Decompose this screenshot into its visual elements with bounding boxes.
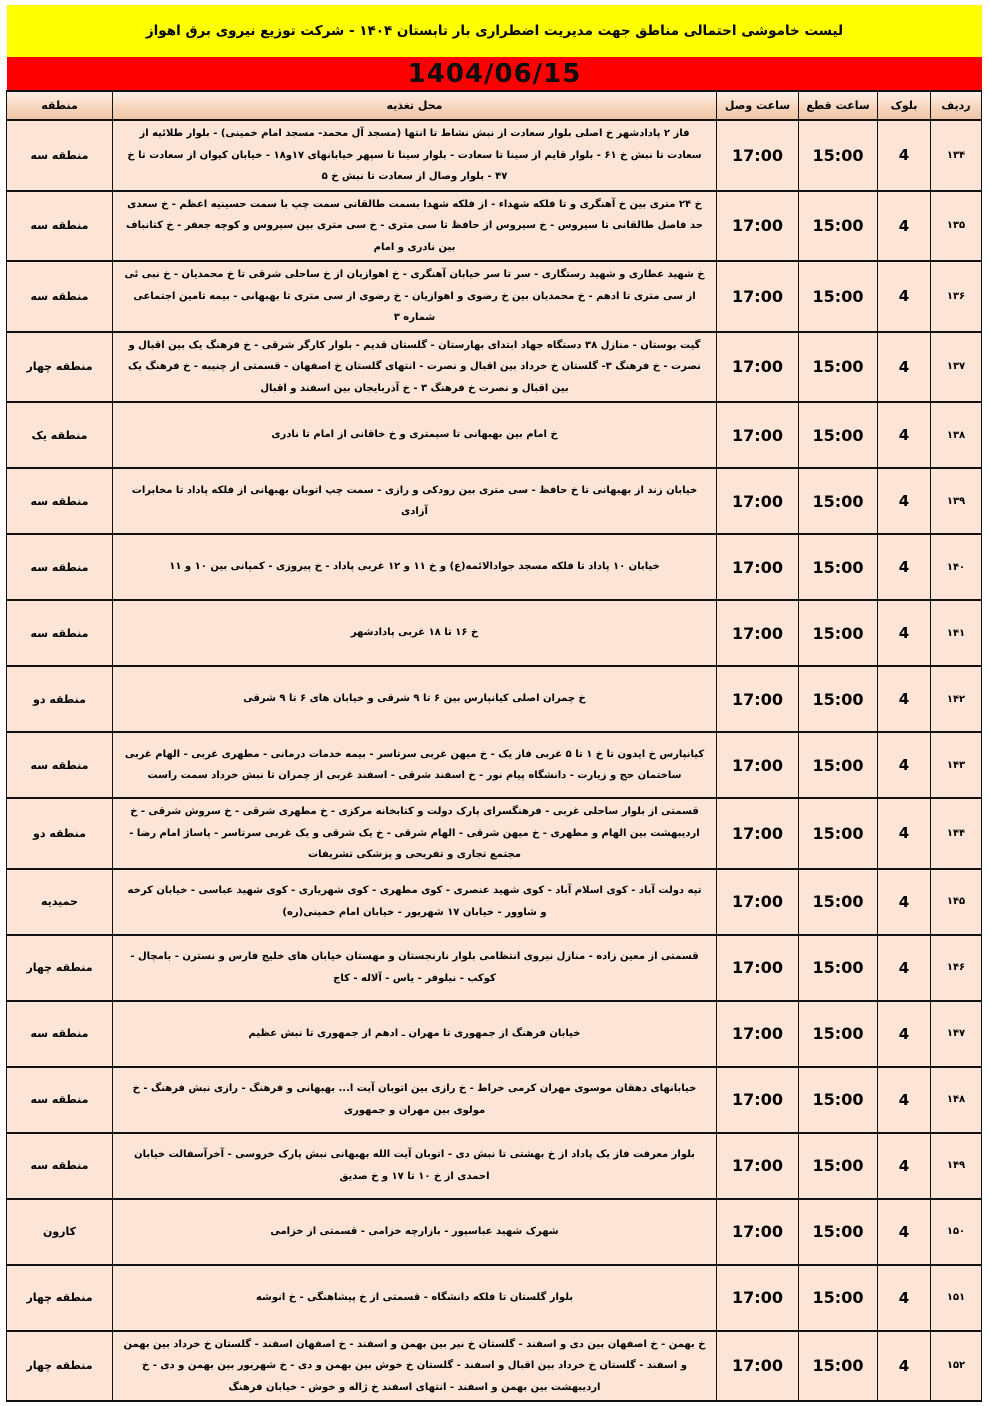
cut-time-cell: 15:00 [799, 798, 878, 869]
region-cell: منطقه سه [7, 191, 113, 262]
row-number-cell: ۱۴۴ [931, 798, 982, 869]
connect-time-cell: 17:00 [717, 798, 799, 869]
connect-time-cell: 17:00 [717, 1001, 799, 1067]
row-number-cell: ۱۳۸ [931, 402, 982, 468]
block-cell: 4 [878, 468, 931, 534]
region-cell: منطقه سه [7, 1001, 113, 1067]
cut-time-cell: 15:00 [799, 935, 878, 1001]
location-cell: فاز ۲ پادادشهر خ اصلی بلوار سعادت از نبش نشاط تا انتها (مسجد آل محمد- مسجد امام خمینی) - بلوار طلائیه از سعادت تا نبش خ ۶۱ - بلوار قایم از سینا تا سعادت - بلوار سینا تا سپهر خیابانهای ۱۷و۱۸ - خیابان کیوان از سعادت تا خ ۴۷ - بلوار وصال از سعادت تا نبش خ ۵ [113, 120, 717, 191]
table-row [7, 869, 982, 935]
region-cell: منطقه سه [7, 1067, 113, 1133]
region-cell: منطقه چهار [7, 935, 113, 1001]
location-cell: کیانپارس خ ایدون تا خ ۱ تا ۵ غربی فاز یک - خ میهن غربی سرتاسر - بیمه خدمات درمانی - مطهری غربی - الهام غربی ساختمان حج و زیارت - دانشگاه پیام نور - خ اسفند شرقی - اسفند غربی از چمران تا نبش خرداد سمت راست [113, 732, 717, 798]
connect-time-cell: 17:00 [717, 1331, 799, 1402]
table-row [7, 1331, 982, 1402]
connect-time-cell: 17:00 [717, 666, 799, 732]
location-cell: خیابان فرهنگ از جمهوری تا مهران ـ ادهم از جمهوری تا نبش عظیم [113, 1001, 717, 1067]
block-cell: 4 [878, 1199, 931, 1265]
page-title: لیست خاموشی احتمالی مناطق جهت مدیریت اضطراری بار تابستان ۱۴۰۴ - شرکت توزیع نیروی برق اهواز [145, 23, 844, 39]
block-cell: 4 [878, 600, 931, 666]
region-cell: منطقه سه [7, 534, 113, 600]
block-cell: 4 [878, 534, 931, 600]
column-header-connect-time: ساعت وصل [717, 91, 799, 120]
column-header-region: منطقه [7, 91, 113, 120]
table-row [7, 534, 982, 600]
block-cell: 4 [878, 869, 931, 935]
connect-time-cell: 17:00 [717, 534, 799, 600]
row-number-cell: ۱۴۲ [931, 666, 982, 732]
date-text: 1404/06/15 [407, 58, 582, 89]
cut-time-cell: 15:00 [799, 1067, 878, 1133]
region-cell: منطقه چهار [7, 1331, 113, 1402]
row-number-cell: ۱۴۱ [931, 600, 982, 666]
table-row [7, 732, 982, 798]
cut-time-cell: 15:00 [799, 600, 878, 666]
location-cell: قسمتی از بلوار ساحلی غربی - فرهنگسرای پارک دولت و کتابخانه مرکزی - خ مطهری شرقی - خ سروش شرقی - خ اردیبهشت بین الهام و مطهری - خ میهن شرقی - الهام شرقی - خ یک شرقی و یک غربی سرتاسر - پاساژ امام رضا - مجتمع تجاری و تفریحی و پزشکی تشریفات [113, 798, 717, 869]
table-row [7, 666, 982, 732]
region-cell: منطقه سه [7, 261, 113, 332]
connect-time-cell: 17:00 [717, 600, 799, 666]
date-banner [7, 57, 982, 90]
row-number-cell: ۱۳۷ [931, 332, 982, 403]
location-cell: خیابانهای دهقان موسوی مهران کرمی خراط - خ رازی بین اتوبان آیت ا... بهبهانی و فرهنگ - رازی نبش فرهنگ - خ مولوی بین مهران و جمهوری [113, 1067, 717, 1133]
cut-time-cell: 15:00 [799, 191, 878, 262]
region-cell: کارون [7, 1199, 113, 1265]
connect-time-cell: 17:00 [717, 120, 799, 191]
cut-time-cell: 15:00 [799, 120, 878, 191]
cut-time-cell: 15:00 [799, 534, 878, 600]
region-cell: منطقه سه [7, 120, 113, 191]
connect-time-cell: 17:00 [717, 468, 799, 534]
block-cell: 4 [878, 732, 931, 798]
table-row [7, 935, 982, 1001]
row-number-cell: ۱۴۸ [931, 1067, 982, 1133]
column-header-block: بلوک [878, 91, 931, 120]
region-cell: منطقه سه [7, 1133, 113, 1199]
cut-time-cell: 15:00 [799, 1133, 878, 1199]
location-cell: خ ۲۴ متری بین خ آهنگری و تا فلکه شهداء - از فلکه شهدا بسمت طالقانی سمت چپ با سمت حسینیه اعظم - خ سعدی حد فاصل طالقانی تا سیروس - خ سیروس از حافظ تا سی متری - خ سی متری بین سیروس و کوچه جعفر - خ کتانباف بین نادری و امام [113, 191, 717, 262]
cut-time-cell: 15:00 [799, 402, 878, 468]
connect-time-cell: 17:00 [717, 1199, 799, 1265]
row-number-cell: ۱۵۲ [931, 1331, 982, 1402]
location-cell: قسمتی از معین زاده - منازل نیروی انتظامی بلوار نارنجستان و مهستان خیابان های خلیج فارس و نسترن - بامچال - کوکب - نیلوفر - یاس - آلاله - کاج [113, 935, 717, 1001]
block-cell: 4 [878, 935, 931, 1001]
connect-time-cell: 17:00 [717, 1133, 799, 1199]
row-number-cell: ۱۵۱ [931, 1265, 982, 1331]
table-row [7, 600, 982, 666]
row-number-cell: ۱۳۵ [931, 191, 982, 262]
location-cell: شهرک شهید عباسپور - بازارچه خزامی - قسمتی از خزامی [113, 1199, 717, 1265]
block-cell: 4 [878, 261, 931, 332]
table-row [7, 468, 982, 534]
location-cell: خ ۱۶ تا ۱۸ غربی پادادشهر [113, 600, 717, 666]
region-cell: حمیدیه [7, 869, 113, 935]
block-cell: 4 [878, 191, 931, 262]
title-banner [7, 5, 982, 57]
connect-time-cell: 17:00 [717, 332, 799, 403]
table-row [7, 1067, 982, 1133]
block-cell: 4 [878, 120, 931, 191]
connect-time-cell: 17:00 [717, 935, 799, 1001]
location-cell: بلوار معرفت فاز یک پاداد از خ بهشتی تا نبش دی - اتوبان آیت الله بهبهانی نبش پارک خروسی - آخرآسفالت خیابان احمدی از خ ۱۰ تا ۱۷ و خ صدیق [113, 1133, 717, 1199]
row-number-cell: ۱۴۷ [931, 1001, 982, 1067]
row-number-cell: ۱۴۵ [931, 869, 982, 935]
region-cell: منطقه سه [7, 732, 113, 798]
region-cell: منطقه چهار [7, 332, 113, 403]
row-number-cell: ۱۴۰ [931, 534, 982, 600]
column-header-row-number: ردیف [931, 91, 982, 120]
table-row [7, 402, 982, 468]
block-cell: 4 [878, 332, 931, 403]
location-cell: خ شهید عطاری و شهید رستگاری - سر تا سر خیابان آهنگری - خ اهوازیان از خ ساحلی شرقی تا خ محمدیان - خ نبی ئی از سی متری تا ادهم - خ محمدیان بین خ رضوی و اهوازیان - خ رضوی از سی متری تا بهبهانی - بیمه تامین اجتماعی شماره ۳ [113, 261, 717, 332]
block-cell: 4 [878, 666, 931, 732]
block-cell: 4 [878, 402, 931, 468]
connect-time-cell: 17:00 [717, 1067, 799, 1133]
cut-time-cell: 15:00 [799, 1331, 878, 1402]
block-cell: 4 [878, 798, 931, 869]
table-row [7, 191, 982, 262]
cut-time-cell: 15:00 [799, 1199, 878, 1265]
outage-schedule-table [6, 90, 982, 1402]
column-header-location: محل تغذیه [113, 91, 717, 120]
table-header-row [7, 91, 982, 120]
row-number-cell: ۱۳۴ [931, 120, 982, 191]
cut-time-cell: 15:00 [799, 666, 878, 732]
region-cell: منطقه یک [7, 402, 113, 468]
row-number-cell: ۱۴۶ [931, 935, 982, 1001]
connect-time-cell: 17:00 [717, 191, 799, 262]
table-row [7, 1001, 982, 1067]
connect-time-cell: 17:00 [717, 261, 799, 332]
region-cell: منطقه چهار [7, 1265, 113, 1331]
region-cell: منطقه سه [7, 600, 113, 666]
location-cell: خ بهمن - خ اصفهان بین دی و اسفند - گلستان خ نیر بین بهمن و اسفند - خ اصفهان اسفند - گلستان خ خرداد بین بهمن و اسفند - گلستان خ خرداد بین اقبال و اسفند - گلستان خ خوش بین بهمن و دی - خ شهریور بین بهمن و دی - خ اردیبهشت بین بهمن و اسفند - انتهای اسفند خ ژاله و خوش - خیابان فرهنگ [113, 1331, 717, 1402]
column-header-cut-time: ساعت قطع [799, 91, 878, 120]
cut-time-cell: 15:00 [799, 869, 878, 935]
cut-time-cell: 15:00 [799, 261, 878, 332]
region-cell: منطقه سه [7, 468, 113, 534]
connect-time-cell: 17:00 [717, 732, 799, 798]
row-number-cell: ۱۵۰ [931, 1199, 982, 1265]
location-cell: تپه دولت آباد - کوی اسلام آباد - کوی شهید عنصری - کوی مطهری - کوی شهریاری - کوی شهید عباسی - خیابان کرخه و شاوور - خیابان ۱۷ شهریور - خیابان امام خمینی(ره) [113, 869, 717, 935]
location-cell: خ امام بین بهبهانی تا سیمتری و خ خاقانی از امام تا نادری [113, 402, 717, 468]
table-row [7, 1199, 982, 1265]
cut-time-cell: 15:00 [799, 732, 878, 798]
location-cell: گیت بوستان - منازل ۳۸ دستگاه جهاد ابتدای بهارستان - گلستان قدیم - بلوار کارگر شرقی - خ فرهنگ یک بین اقبال و نصرت - خ فرهنگ ۳- گلستان خ خرداد بین اقبال و نصرت - انتهای گلستان خ اصفهان - قسمتی از چنیبه - خ فرهنگ یک بین اقبال و نصرت خ فرهنگ ۳ - خ آذربایجان بین اسفند و اقبال [113, 332, 717, 403]
connect-time-cell: 17:00 [717, 869, 799, 935]
cut-time-cell: 15:00 [799, 1265, 878, 1331]
location-cell: بلوار گلستان تا فلکه دانشگاه - قسمتی از خ پیشاهنگی - خ انوشه [113, 1265, 717, 1331]
table-row [7, 261, 982, 332]
table-row [7, 798, 982, 869]
region-cell: منطقه دو [7, 798, 113, 869]
cut-time-cell: 15:00 [799, 1001, 878, 1067]
location-cell: خیابان ۱۰ پاداد تا فلکه مسجد جوادالائمه(ع) و خ ۱۱ و ۱۲ غربی پاداد - خ پیروزی - کمپانی بین ۱۰ و ۱۱ [113, 534, 717, 600]
block-cell: 4 [878, 1133, 931, 1199]
block-cell: 4 [878, 1001, 931, 1067]
table-row [7, 120, 982, 191]
location-cell: خیابان زند از بهبهانی تا خ حافظ - سی متری بین رودکی و رازی - سمت چپ اتوبان بهبهانی از فلکه پاداد تا مخابرات آزادی [113, 468, 717, 534]
block-cell: 4 [878, 1067, 931, 1133]
table-row [7, 1265, 982, 1331]
row-number-cell: ۱۴۹ [931, 1133, 982, 1199]
table-row [7, 332, 982, 403]
block-cell: 4 [878, 1331, 931, 1402]
cut-time-cell: 15:00 [799, 468, 878, 534]
row-number-cell: ۱۳۶ [931, 261, 982, 332]
table-row [7, 1133, 982, 1199]
row-number-cell: ۱۴۳ [931, 732, 982, 798]
block-cell: 4 [878, 1265, 931, 1331]
connect-time-cell: 17:00 [717, 402, 799, 468]
location-cell: خ چمران اصلی کیانپارس بین ۶ تا ۹ شرقی و خیابان های ۶ تا ۹ شرقی [113, 666, 717, 732]
cut-time-cell: 15:00 [799, 332, 878, 403]
region-cell: منطقه دو [7, 666, 113, 732]
connect-time-cell: 17:00 [717, 1265, 799, 1331]
row-number-cell: ۱۳۹ [931, 468, 982, 534]
